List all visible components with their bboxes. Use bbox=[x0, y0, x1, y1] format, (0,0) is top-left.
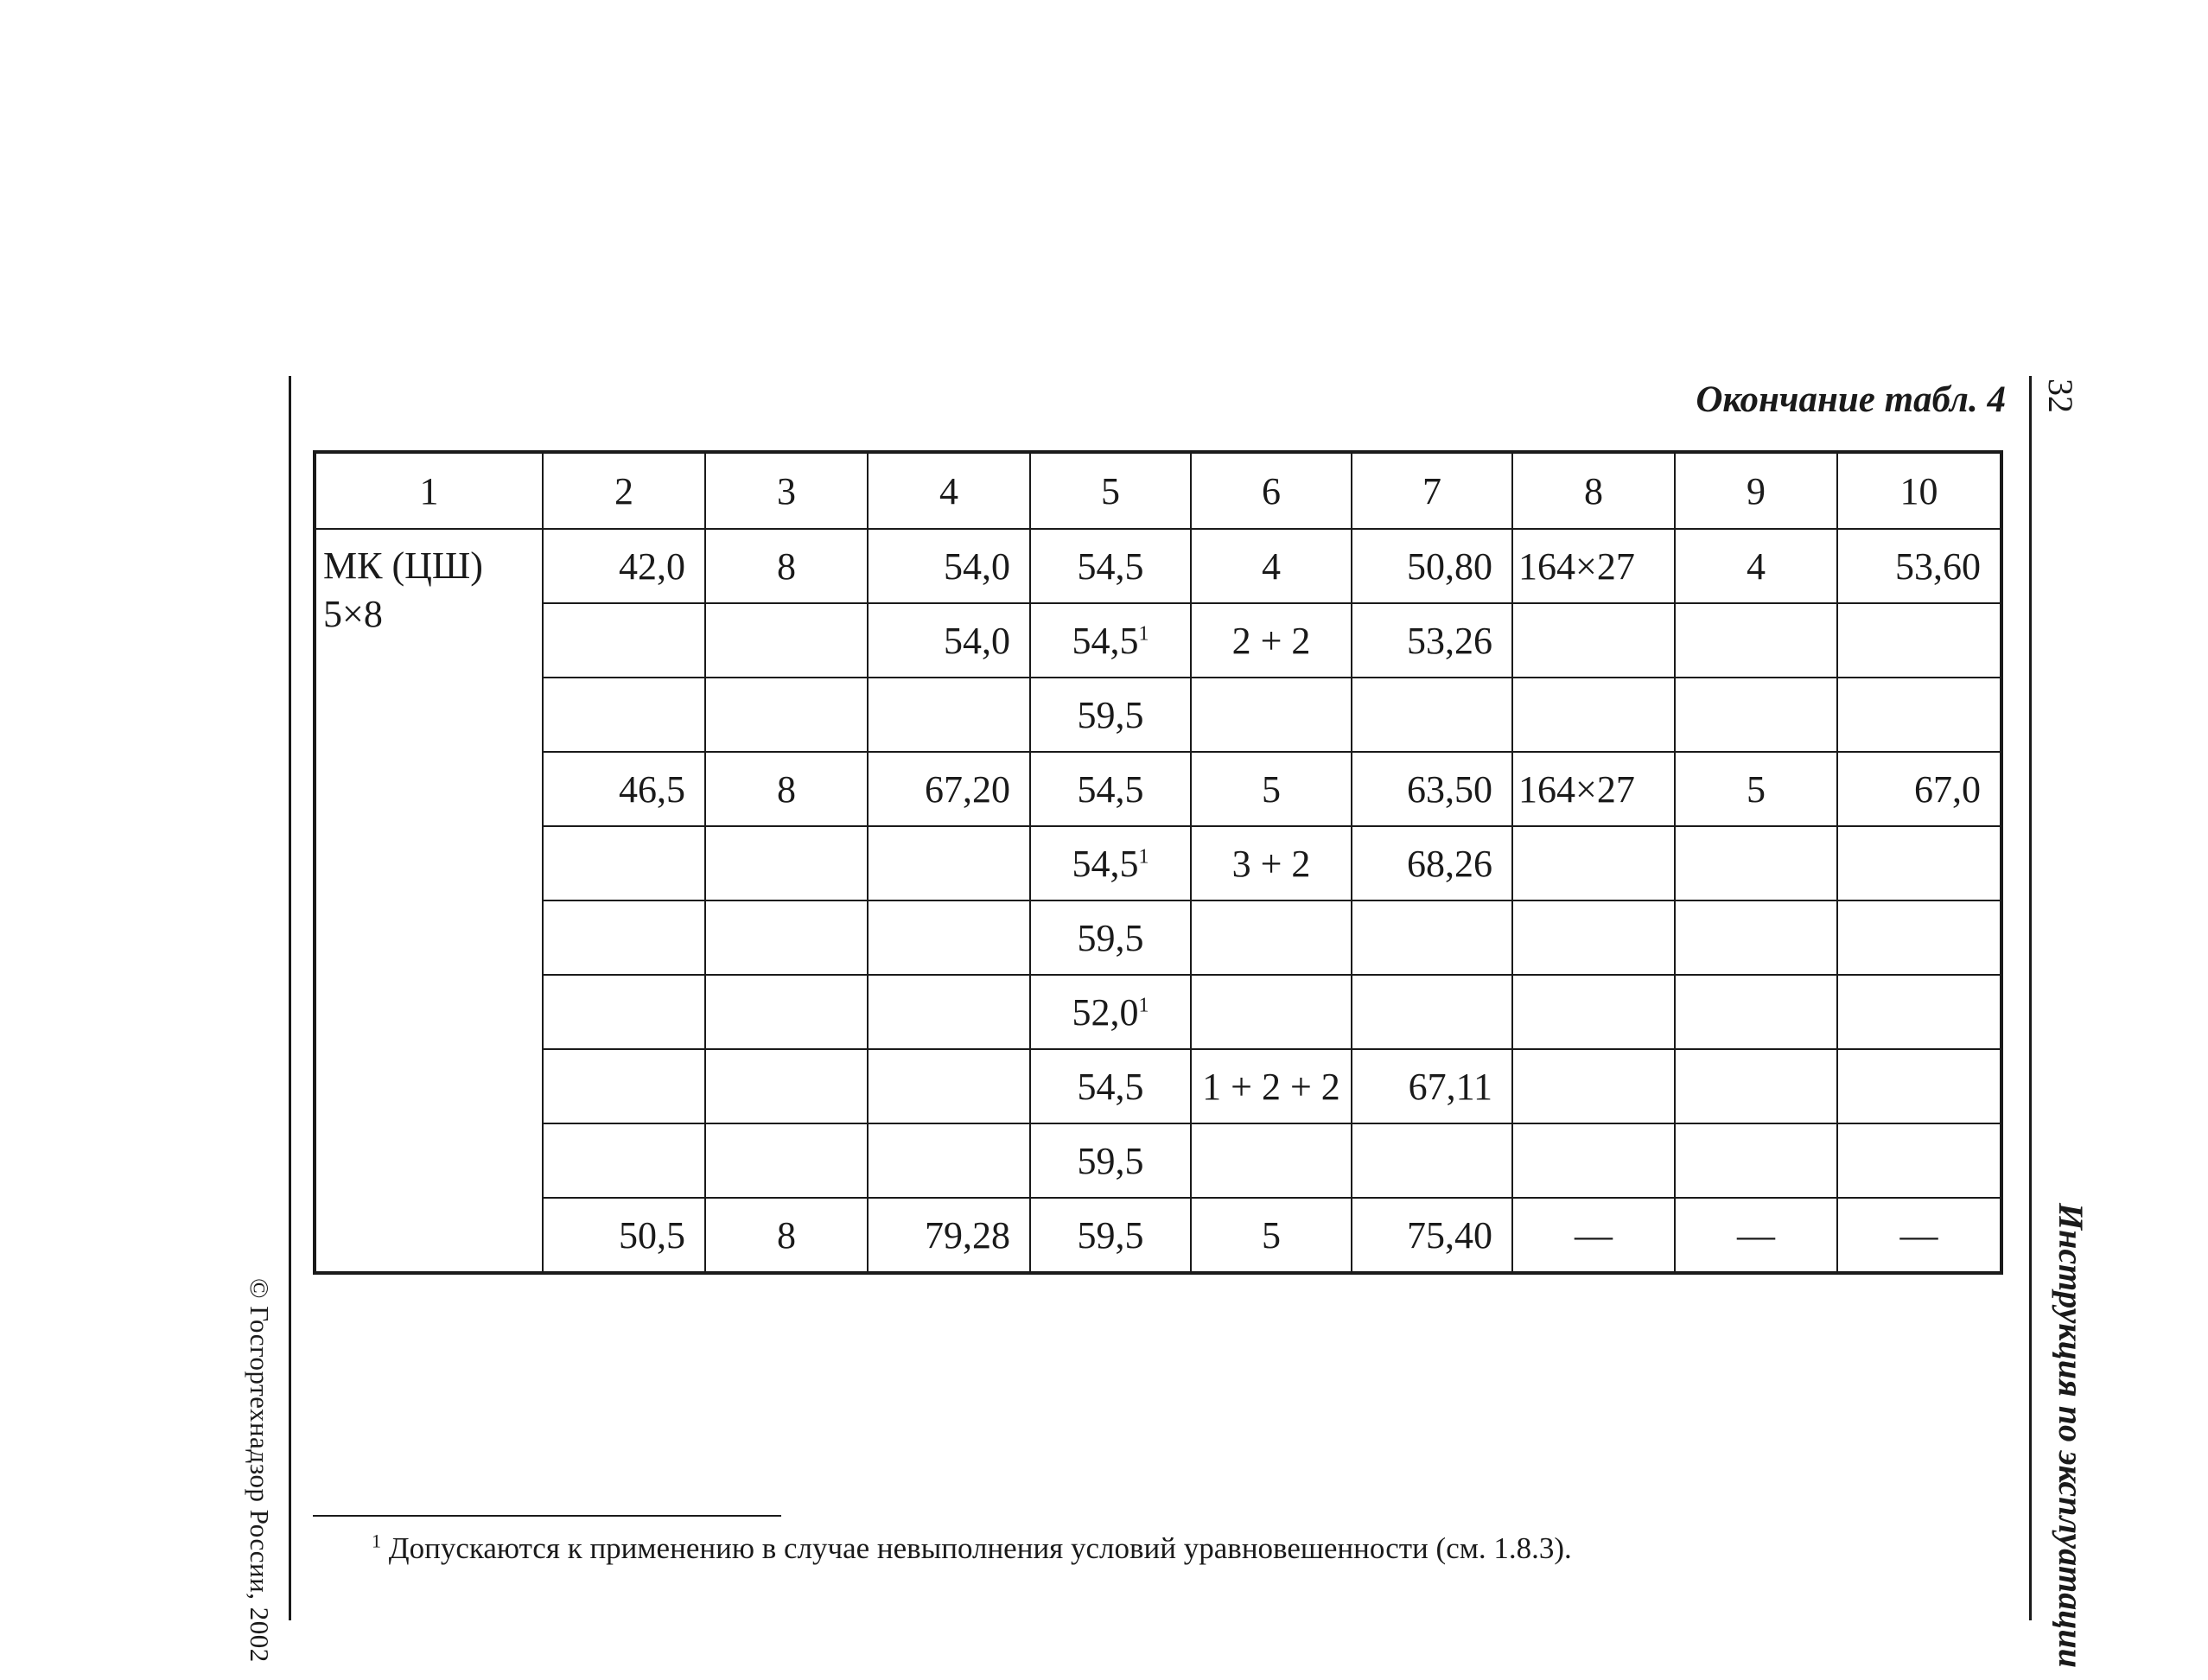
table-cell: 54,0 bbox=[868, 529, 1030, 603]
table-cell: 1 + 2 + 2 bbox=[1191, 1049, 1352, 1123]
table-cell bbox=[543, 900, 705, 975]
table-cell: 50,5 bbox=[543, 1198, 705, 1273]
footnote-separator bbox=[313, 1515, 781, 1517]
table-cell bbox=[705, 900, 868, 975]
table-cell: 2 + 2 bbox=[1191, 603, 1352, 678]
table-cell: 54,5 bbox=[1030, 1049, 1191, 1123]
header-cell: 5 bbox=[1030, 452, 1191, 529]
table-cell: 67,20 bbox=[868, 752, 1030, 826]
copyright-notice: © Госгортехнадзор России, 2002 bbox=[245, 1278, 275, 1663]
table-cell bbox=[1191, 1123, 1352, 1198]
table-cell bbox=[1512, 1049, 1675, 1123]
table-cell: 5 bbox=[1191, 1198, 1352, 1273]
table-cell: — bbox=[1512, 1198, 1675, 1273]
table-cell bbox=[543, 826, 705, 900]
table-cell bbox=[543, 975, 705, 1049]
footnote-marker: 1 bbox=[1138, 993, 1149, 1016]
table-cell: — bbox=[1675, 1198, 1837, 1273]
table-cell: 8 bbox=[705, 529, 868, 603]
table-cell bbox=[1512, 1123, 1675, 1198]
footnote-marker: 1 bbox=[1138, 844, 1149, 868]
table-cell: 8 bbox=[705, 1198, 868, 1273]
table-cell bbox=[1837, 826, 2001, 900]
table-cell bbox=[868, 1123, 1030, 1198]
header-cell: 2 bbox=[543, 452, 705, 529]
table-cell bbox=[1675, 603, 1837, 678]
table-cell bbox=[705, 678, 868, 752]
cell-value: 54,5 bbox=[1072, 842, 1139, 885]
table-cell: 59,5 bbox=[1030, 1198, 1191, 1273]
table-cell: 4 bbox=[1675, 529, 1837, 603]
table-cell bbox=[1512, 678, 1675, 752]
table-cell bbox=[868, 826, 1030, 900]
table-cell: 67,11 bbox=[1352, 1049, 1512, 1123]
table-cell bbox=[1837, 975, 2001, 1049]
table-cell: 54,5 bbox=[1030, 752, 1191, 826]
table-cell bbox=[705, 826, 868, 900]
table-cell bbox=[1675, 1123, 1837, 1198]
footnote bbox=[372, 1531, 1572, 1566]
header-cell: 9 bbox=[1675, 452, 1837, 529]
table-cell: 5 bbox=[1675, 752, 1837, 826]
table-cell bbox=[1837, 603, 2001, 678]
table-cell bbox=[1352, 900, 1512, 975]
table-cell: 68,26 bbox=[1352, 826, 1512, 900]
table-cell bbox=[868, 975, 1030, 1049]
group-label-line: МК (ЦШ) bbox=[323, 544, 483, 587]
table-cell: 53,26 bbox=[1352, 603, 1512, 678]
header-cell: 3 bbox=[705, 452, 868, 529]
table-row bbox=[315, 826, 2001, 900]
table-cell bbox=[1837, 678, 2001, 752]
table-cell: 4 bbox=[1191, 529, 1352, 603]
table-cell bbox=[543, 678, 705, 752]
table-cell: 54,5 bbox=[1030, 529, 1191, 603]
table-cell: 8 bbox=[705, 752, 868, 826]
table-cell bbox=[1512, 975, 1675, 1049]
table-row bbox=[315, 1198, 2001, 1273]
table-row bbox=[315, 752, 2001, 826]
group-label-line: 5×8 bbox=[323, 593, 383, 635]
table-cell bbox=[1191, 900, 1352, 975]
header-cell: 10 bbox=[1837, 452, 2001, 529]
table-cell bbox=[1675, 678, 1837, 752]
table-row bbox=[315, 1123, 2001, 1198]
table-cell: 63,50 bbox=[1352, 752, 1512, 826]
table-cell: 75,40 bbox=[1352, 1198, 1512, 1273]
table-cell: 42,0 bbox=[543, 529, 705, 603]
table-cell: 50,80 bbox=[1352, 529, 1512, 603]
table-cell: 67,0 bbox=[1837, 752, 2001, 826]
table-cell bbox=[705, 603, 868, 678]
header-cell: 8 bbox=[1512, 452, 1675, 529]
table-row bbox=[315, 975, 2001, 1049]
table-cell bbox=[1030, 826, 1191, 900]
header-cell: 7 bbox=[1352, 452, 1512, 529]
table-cell: 54,0 bbox=[868, 603, 1030, 678]
table-row bbox=[315, 603, 2001, 678]
header-cell: 1 bbox=[315, 452, 543, 529]
table-cell bbox=[1512, 603, 1675, 678]
table-cell: 5 bbox=[1191, 752, 1352, 826]
footnote-marker: 1 bbox=[372, 1530, 381, 1552]
table-cell bbox=[1191, 678, 1352, 752]
cell-value: 52,0 bbox=[1072, 990, 1139, 1034]
table-cell: 59,5 bbox=[1030, 900, 1191, 975]
header-row bbox=[315, 452, 2001, 529]
table-cell bbox=[868, 900, 1030, 975]
table-cell bbox=[1512, 826, 1675, 900]
table-cell bbox=[1512, 900, 1675, 975]
data-table bbox=[313, 450, 2003, 1275]
table-cell bbox=[1837, 1049, 2001, 1123]
table-cell bbox=[1352, 678, 1512, 752]
running-title: Инструкция по эксплуатации bbox=[2052, 1203, 2090, 1668]
group-label-cell bbox=[315, 529, 543, 1273]
left-margin-rule bbox=[289, 376, 291, 1620]
table-cell: — bbox=[1837, 1198, 2001, 1273]
table-cell bbox=[1837, 1123, 2001, 1198]
table-cell: 46,5 bbox=[543, 752, 705, 826]
table-cell: 79,28 bbox=[868, 1198, 1030, 1273]
table-caption: Окончание табл. 4 bbox=[1696, 379, 2006, 420]
table-cell bbox=[705, 975, 868, 1049]
table-row bbox=[315, 1049, 2001, 1123]
table-cell: 164×27 bbox=[1512, 752, 1675, 826]
table-row bbox=[315, 678, 2001, 752]
table-row bbox=[315, 900, 2001, 975]
footnote-marker: 1 bbox=[1138, 621, 1149, 645]
table-cell bbox=[1352, 1123, 1512, 1198]
footnote-text: Допускаются к применению в случае невыполнения условий уравновешенности (см. 1.8.3). bbox=[388, 1531, 1572, 1565]
header-cell: 6 bbox=[1191, 452, 1352, 529]
table-cell bbox=[1030, 603, 1191, 678]
table-cell bbox=[868, 678, 1030, 752]
table-cell: 164×27 bbox=[1512, 529, 1675, 603]
table-row bbox=[315, 529, 2001, 603]
table-cell bbox=[543, 1049, 705, 1123]
table-cell bbox=[543, 1123, 705, 1198]
table-cell bbox=[705, 1123, 868, 1198]
page-number: 32 bbox=[2041, 379, 2080, 413]
table-cell bbox=[1675, 826, 1837, 900]
table-cell: 59,5 bbox=[1030, 678, 1191, 752]
table-cell bbox=[868, 1049, 1030, 1123]
table-cell bbox=[705, 1049, 868, 1123]
table-cell bbox=[1675, 900, 1837, 975]
table-cell bbox=[1191, 975, 1352, 1049]
table-cell: 3 + 2 bbox=[1191, 826, 1352, 900]
table-cell bbox=[1352, 975, 1512, 1049]
cell-value: 54,5 bbox=[1072, 619, 1139, 662]
table-cell bbox=[1675, 1049, 1837, 1123]
header-cell: 4 bbox=[868, 452, 1030, 529]
table-cell bbox=[543, 603, 705, 678]
table-cell bbox=[1675, 975, 1837, 1049]
table-cell bbox=[1837, 900, 2001, 975]
right-margin-rule bbox=[2029, 376, 2032, 1620]
table-cell: 53,60 bbox=[1837, 529, 2001, 603]
table-cell: 59,5 bbox=[1030, 1123, 1191, 1198]
table-cell bbox=[1030, 975, 1191, 1049]
